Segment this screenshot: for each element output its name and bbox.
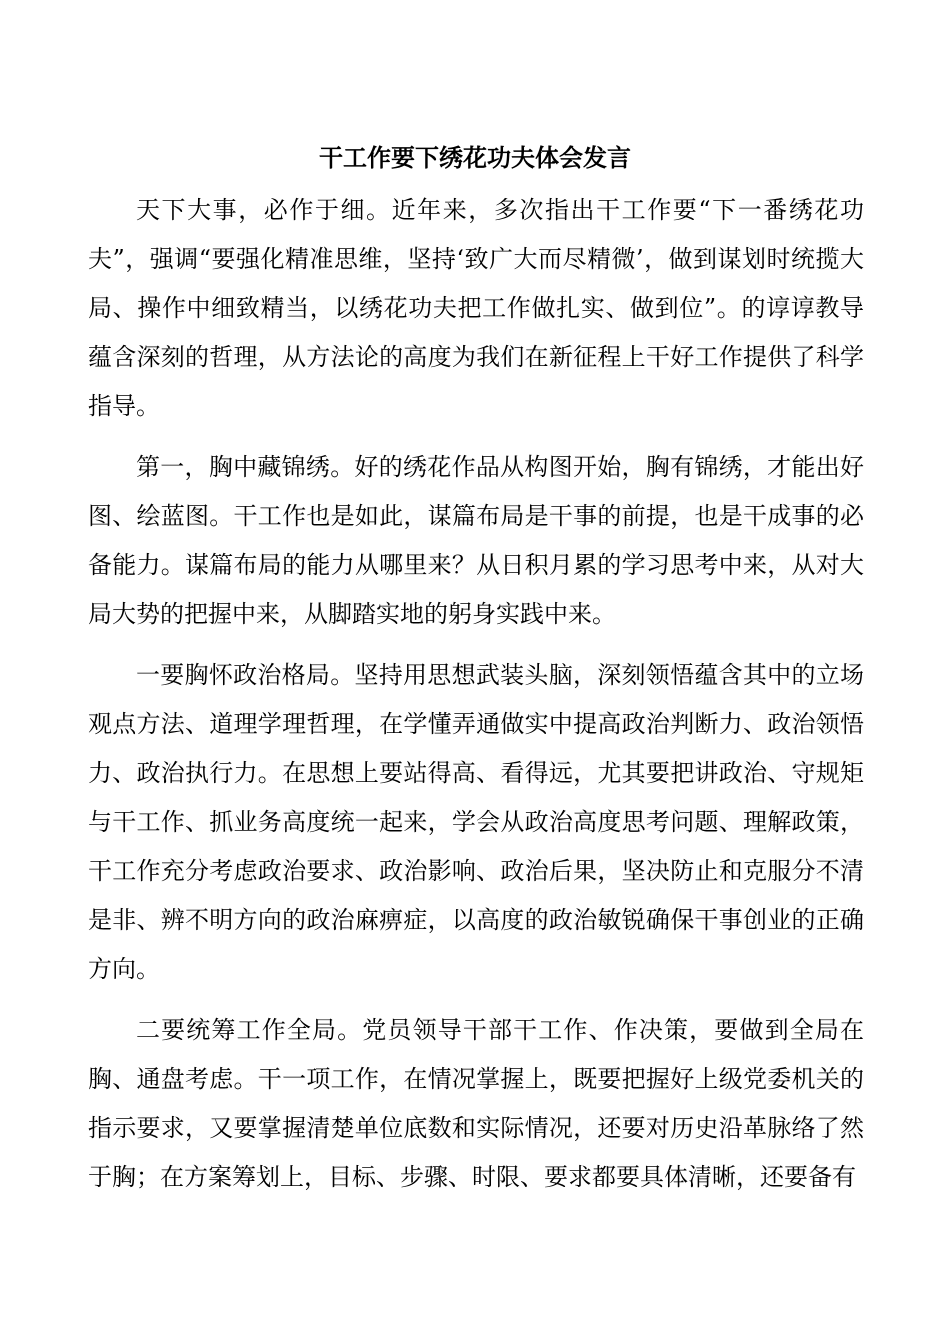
paragraph-intro: 天下大事，必作于细。近年来，多次指出干工作要“下一番绣花功夫”，强调“要强化精准思维，坚持‘致广大而尽精微’，做到谋划时统揽大局、操作中细致精当，以绣花功夫把工作做扎实、做到位”。的谆谆教导蕴含深刻的哲理，从方法论的高度为我们在新征程上干好工作提供了科学指导。: [88, 196, 864, 420]
paragraph-overall-planning: 二要统筹工作全局。党员领导干部干工作、作决策，要做到全局在胸、通盘考虑。干一项工作，在情况掌握上，既要把握好上级党委机关的指示要求，又要掌握清楚单位底数和实际情况，还要对历史沿革脉络了然于胸；在方案筹划上，目标、步骤、时限、要求都要具体清晰，还要备有: [88, 1016, 864, 1191]
document-title: 干工作要下绣花功夫体会发言: [319, 144, 631, 172]
paragraph-political-pattern: 一要胸怀政治格局。坚持用思想武装头脑，深刻领悟蕴含其中的立场观点方法、道理学理哲理，在学懂弄通做实中提高政治判断力、政治领悟力、政治执行力。在思想上要站得高、看得远，尤其要把讲政治、守规矩与干工作、抓业务高度统一起来，学会从政治高度思考问题、理解政策，干工作充分考虑政治要求、政治影响、政治后果，坚决防止和克服分不清是非、辨不明方向的政治麻痹症，以高度的政治敏锐确保干事创业的正确方向。: [88, 661, 864, 983]
paragraph-first-point: 第一，胸中藏锦绣。好的绣花作品从构图开始，胸有锦绣，才能出好图、绘蓝图。干工作也是如此，谋篇布局是干事的前提，也是干成事的必备能力。谋篇布局的能力从哪里来？从日积月累的学习思考中来，从对大局大势的把握中来，从脚踏实地的躬身实践中来。: [88, 453, 864, 628]
document-body: [88, 186, 864, 1214]
